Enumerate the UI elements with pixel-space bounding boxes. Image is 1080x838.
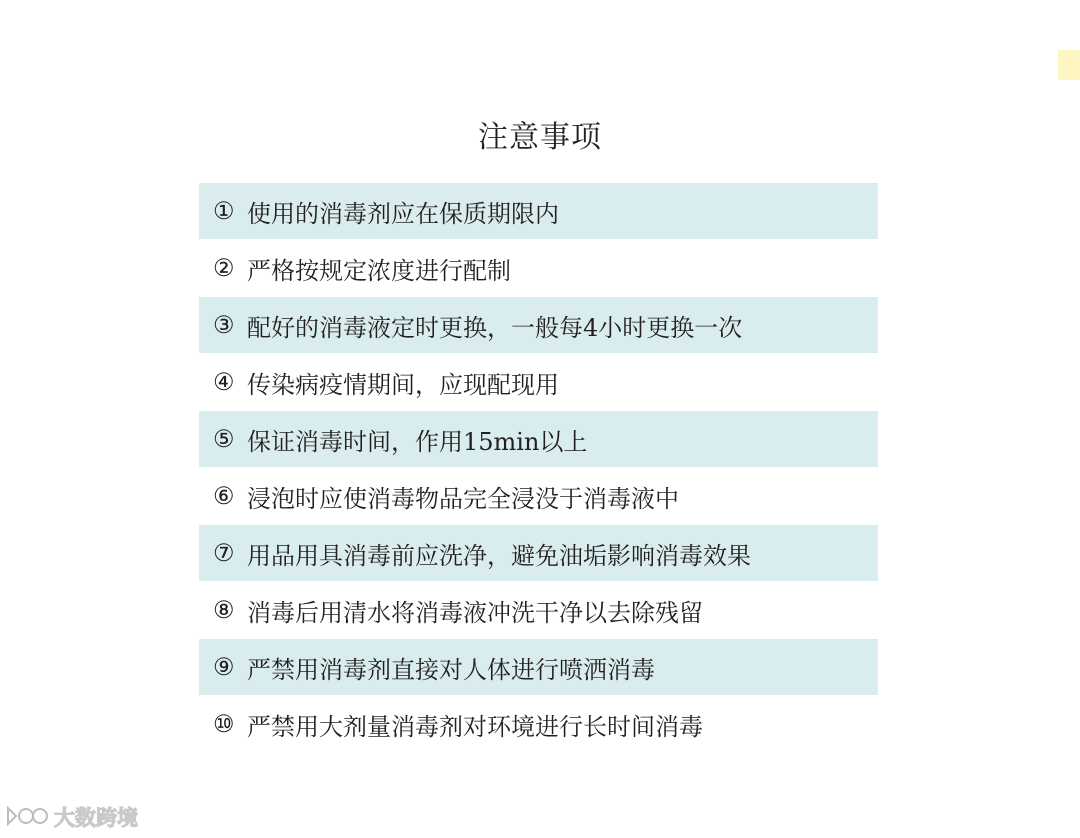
item-number: ③ (213, 311, 235, 339)
item-number: ⑩ (213, 710, 235, 738)
item-number: ④ (213, 368, 235, 396)
item-number: ② (213, 254, 235, 282)
item-text: 传染病疫情期间，应现配现用 (247, 370, 559, 399)
list-item (199, 183, 878, 239)
item-text: 使用的消毒剂应在保质期限内 (247, 199, 559, 228)
item-text: 严格按规定浓度进行配制 (247, 256, 511, 285)
item-text: 用品用具消毒前应洗净，避免油垢影响消毒效果 (247, 541, 751, 570)
item-text: 严禁用消毒剂直接对人体进行喷洒消毒 (247, 655, 655, 684)
item-number: ⑨ (213, 653, 235, 681)
list-item (199, 696, 878, 752)
list-item (199, 525, 878, 581)
list-item (199, 411, 878, 467)
list-item (199, 240, 878, 296)
item-number: ⑧ (213, 596, 235, 624)
item-text: 严禁用大剂量消毒剂对环境进行长时间消毒 (247, 712, 703, 741)
item-text: 浸泡时应使消毒物品完全浸没于消毒液中 (247, 484, 679, 513)
corner-tab (1058, 50, 1080, 80)
precautions-list (199, 183, 878, 753)
list-item (199, 468, 878, 524)
item-text: 配好的消毒液定时更换，一般每4小时更换一次 (247, 313, 743, 342)
list-item (199, 354, 878, 410)
item-number: ⑦ (213, 539, 235, 567)
item-number: ① (213, 197, 235, 225)
list-item (199, 582, 878, 638)
list-item (199, 639, 878, 695)
watermark (4, 800, 138, 834)
item-text: 保证消毒时间，作用15min以上 (247, 427, 588, 456)
item-number: ⑤ (213, 425, 235, 453)
brand-logo-icon (4, 804, 50, 830)
list-item (199, 297, 878, 353)
item-text: 消毒后用清水将消毒液冲洗干净以去除残留 (247, 598, 703, 627)
page-title: 注意事项 (478, 120, 602, 155)
item-number: ⑥ (213, 482, 235, 510)
watermark-text: 大数跨境 (54, 806, 138, 830)
